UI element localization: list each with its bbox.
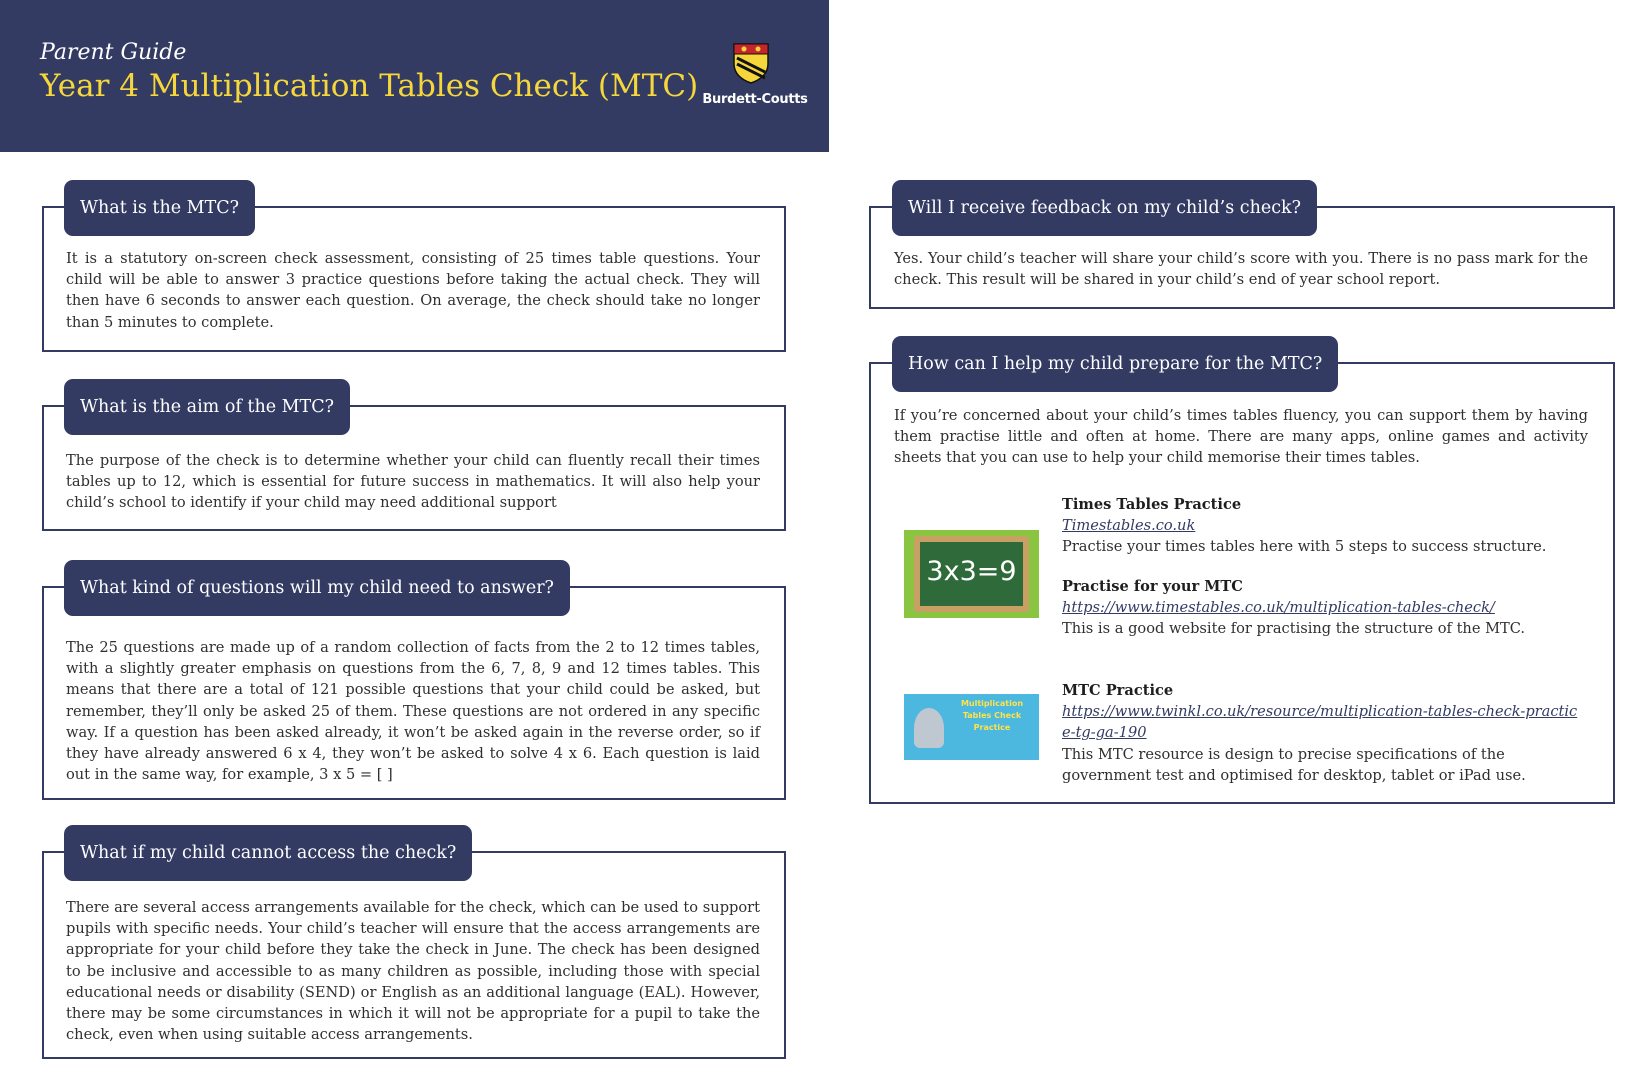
text-prepare: If you’re concerned about your child’s times tables fluency, you can support them by having them practise little and often at home. There are many apps, online games and activity sheets that you can use to help your child memorise their times tables. (894, 407, 1588, 467)
text-question-types: The 25 questions are made up of a random collection of facts from the 2 to 12 times tables, with a slightly greater emphasis on questions from the 6, 7, 8, 9 and 12 times tables. This means that there are a total of 121 possible questions that your child could be asked, but remember, they’ll only be asked 25 of them. These questions are not ordered in any specific way. If a question has been asked already, it won’t be asked again in the reverse order, so if they have already answered 6 x 4, they won’t be asked to solve 4 x 6. Each question is laid out in the same way, for example, 3 x 5 = [ ] (66, 639, 760, 784)
resource-desc: This MTC resource is design to precise specifications of the government test and optimised for desktop, tablet or iPad use. (1062, 745, 1526, 784)
page-header (0, 0, 829, 152)
chalkboard-text: 3x3=9 (926, 556, 1017, 587)
text-access-arrangements: There are several access arrangements available for the check, which can be used to support pupils with specific needs. Your child’s teacher will ensure that the access arrangements are appropriate for your child before they take the check in June. The check has been designed to be inclusive and accessible to as many children as possible, including those with special educational needs or disability (SEND) or English as an additional language (EAL). However, there may be some circumstances in which it will not be appropriate for a pupil to take the check, even when using suitable access arrangements. (66, 899, 760, 1044)
logo-text: Burdett-Coutts (702, 92, 808, 107)
heading-prepare: How can I help my child prepare for the MTC? (892, 336, 1338, 392)
resource-title: Times Tables Practice (1062, 496, 1242, 513)
resource-times-tables (1062, 494, 1546, 558)
resource-link[interactable]: https://www.timestables.co.uk/multiplication-tables-check/ (1062, 599, 1495, 617)
mtc-banner-image (904, 694, 1039, 760)
resource-desc: This is a good website for practising the structure of the MTC. (1062, 620, 1526, 638)
heading-question-types: What kind of questions will my child need to answer? (64, 560, 570, 616)
chalkboard-image (904, 530, 1039, 618)
resource-title: MTC Practice (1062, 682, 1174, 699)
resource-title: Practise for your MTC (1062, 578, 1243, 595)
header-kicker: Parent Guide (40, 40, 187, 65)
resource-mtc-practice (1062, 680, 1582, 786)
heading-feedback: Will I receive feedback on my child’s check? (892, 180, 1317, 236)
heading-what-is-mtc: What is the MTC? (64, 180, 255, 236)
robot-icon (914, 708, 944, 748)
heading-access-arrangements: What if my child cannot access the check? (64, 825, 472, 881)
school-logo (700, 40, 810, 112)
resource-link[interactable]: https://www.twinkl.co.uk/resource/multiplication-tables-check-practice-tg-ga-190 (1062, 703, 1578, 742)
banner-title: Multiplication Tables Check Practice (960, 699, 1024, 732)
text-what-is-mtc: It is a statutory on-screen check assessment, consisting of 25 times table questions. Your child will be able to answer 3 practice questions before taking the actual check. They will then have 6 seconds to answer each question. On average, the check should take no longer than 5 minutes to complete. (66, 250, 760, 331)
text-feedback: Yes. Your child’s teacher will share your child’s score with you. There is no pass mark for the check. This result will be shared in your child’s end of year school report. (894, 250, 1588, 289)
resource-link[interactable]: Timestables.co.uk (1062, 517, 1196, 535)
page-title: Year 4 Multiplication Tables Check (MTC) (40, 68, 699, 104)
crest-icon (732, 42, 770, 84)
resource-desc: Practise your times tables here with 5 steps to success structure. (1062, 538, 1547, 556)
heading-aim-of-mtc: What is the aim of the MTC? (64, 379, 350, 435)
text-aim-of-mtc: The purpose of the check is to determine whether your child can fluently recall their times tables up to 12, which is essential for future success in mathematics. It will also help your child’s school to identify if your child may need additional support (66, 452, 760, 512)
resource-practise-mtc (1062, 576, 1525, 640)
